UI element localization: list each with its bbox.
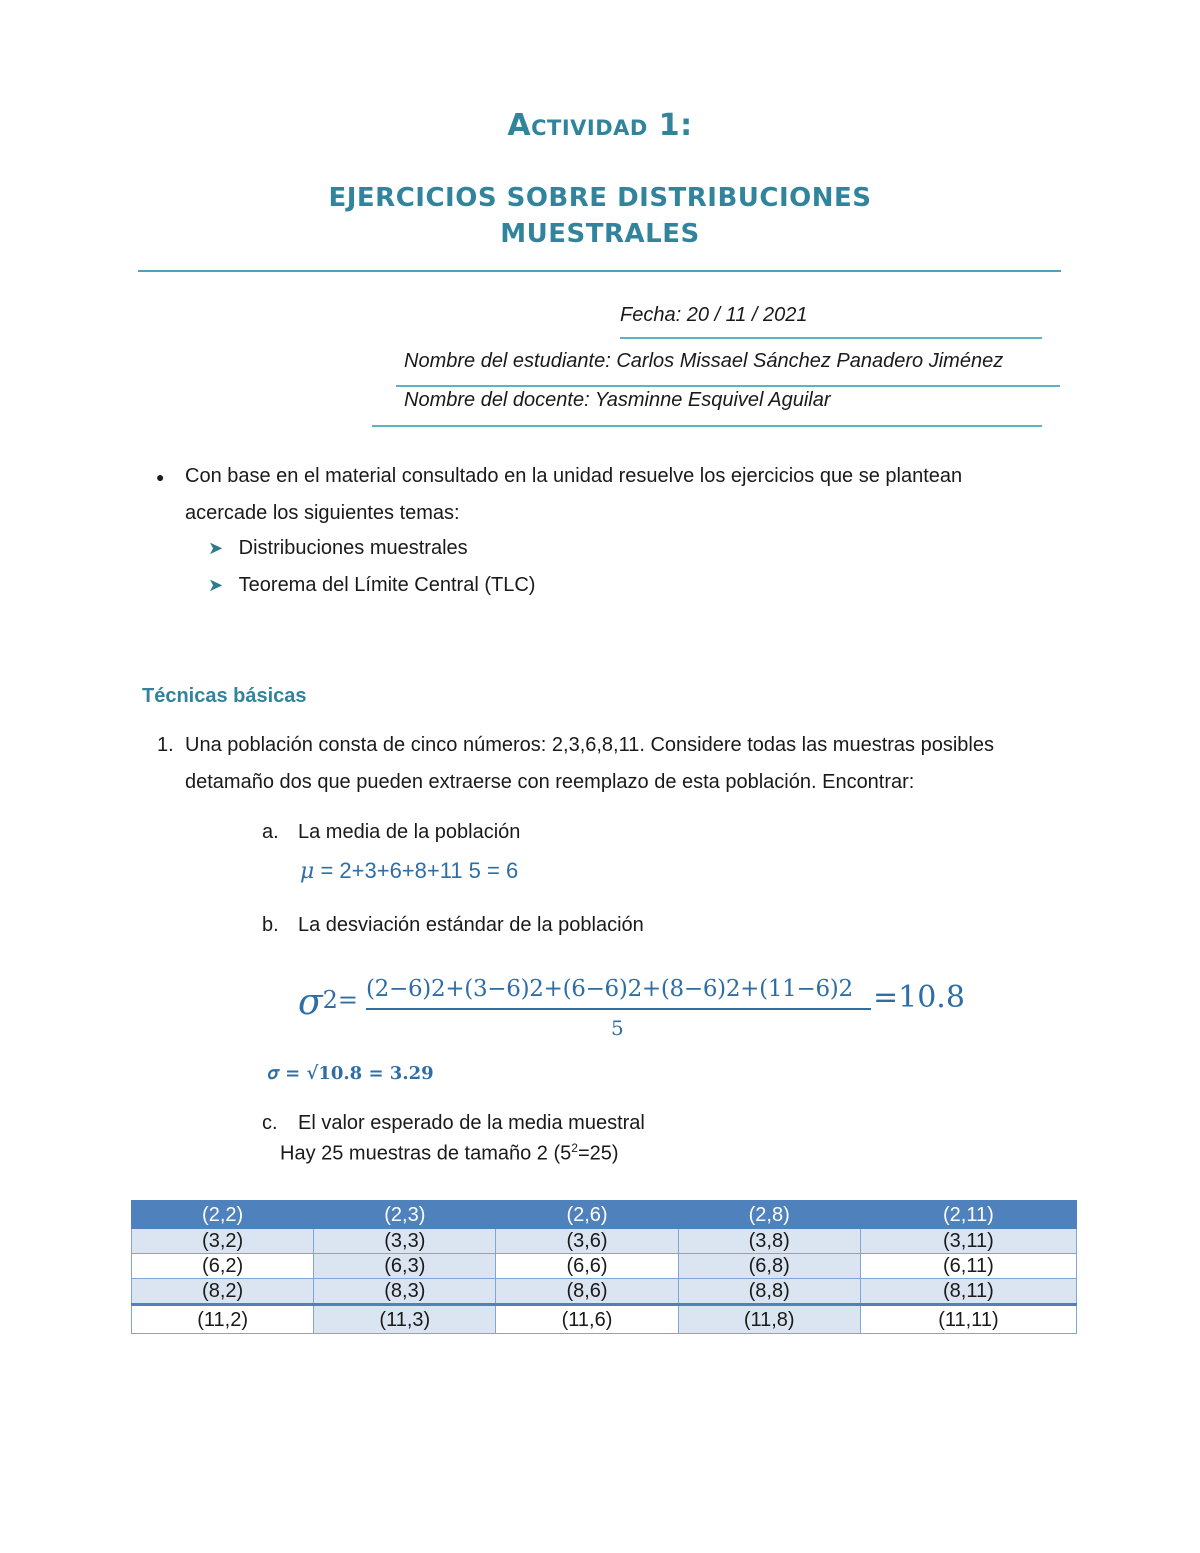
table-cell: (3,3)	[314, 1229, 496, 1254]
arrow-bullet-icon: ➤	[208, 575, 224, 595]
section-title: Técnicas básicas	[142, 685, 307, 707]
table-cell: (11,11)	[860, 1305, 1076, 1334]
table-cell: (8,6)	[496, 1279, 678, 1305]
sigma-squared: σ2=	[298, 982, 358, 1023]
intro-line-1: Con base en el material consultado en la unidad resuelve los ejercicios que se plantean	[185, 465, 963, 487]
samples-table	[131, 1200, 1077, 1334]
variance-result: =10.8	[873, 980, 965, 1015]
variance-numerator: (2−6)2+(3−6)2+(6−6)2+(8−6)2+(11−6)2	[366, 976, 853, 1002]
exercise-number: 1.	[157, 734, 174, 756]
exercise-line-1: Una población consta de cinco números: 2,3,6,8,11. Considere todas las muestras posibles	[185, 734, 994, 756]
item-c-text: El valor esperado de la media muestral	[298, 1112, 645, 1134]
student-name: Nombre del estudiante: Carlos Missael Sánchez Panadero Jiménez	[404, 350, 1004, 372]
table-row	[132, 1279, 1077, 1305]
table-row	[132, 1201, 1077, 1229]
topic-label: Distribuciones muestrales	[238, 537, 468, 559]
mu-symbol: μ	[300, 859, 315, 884]
item-a-text: La media de la población	[298, 821, 521, 843]
title-divider	[138, 270, 1061, 272]
table-cell: (2,8)	[678, 1201, 860, 1229]
variance-formula	[298, 968, 998, 1048]
table-cell: (3,8)	[678, 1229, 860, 1254]
item-b-label: b.	[262, 914, 279, 936]
topic-item	[208, 567, 535, 604]
arrow-bullet-icon: ➤	[208, 538, 224, 558]
table-row	[132, 1305, 1077, 1334]
item-a-label: a.	[262, 821, 279, 843]
fraction-bar	[366, 1008, 871, 1010]
table-row	[132, 1229, 1077, 1254]
table-cell: (11,6)	[496, 1305, 678, 1334]
table-cell: (6,11)	[860, 1254, 1076, 1279]
table-cell: (6,2)	[132, 1254, 314, 1279]
std-dev-formula: 𝜎 = √𝟏𝟎.𝟖 = 𝟑.𝟐𝟗	[268, 1063, 434, 1084]
table-cell: (11,2)	[132, 1305, 314, 1334]
subtitle-line-1: EJERCICIOS SOBRE DISTRIBUCIONES	[328, 183, 872, 213]
table-cell: (2,6)	[496, 1201, 678, 1229]
topic-label: Teorema del Límite Central (TLC)	[238, 574, 536, 596]
table-cell: (3,2)	[132, 1229, 314, 1254]
table-cell: (8,11)	[860, 1279, 1076, 1305]
subtitle-line-2: MUESTRALES	[500, 219, 700, 249]
table-cell: (8,3)	[314, 1279, 496, 1305]
exercise-statement	[185, 727, 1065, 801]
table-cell: (2,11)	[860, 1201, 1076, 1229]
teacher-name: Nombre del docente: Yasminne Esquivel Aguilar	[404, 389, 831, 411]
document-title: Actividad 1:	[507, 108, 693, 143]
table-cell: (2,2)	[132, 1201, 314, 1229]
date-divider	[620, 337, 1042, 339]
samples-note-post: =25)	[577, 1142, 619, 1165]
bullet-dot-icon: ●	[156, 469, 165, 485]
table-cell: (3,6)	[496, 1229, 678, 1254]
document-subtitle	[0, 180, 1200, 252]
table-cell: (8,2)	[132, 1279, 314, 1305]
topic-item	[208, 530, 468, 567]
table-cell: (2,3)	[314, 1201, 496, 1229]
item-b-text: La desviación estándar de la población	[298, 914, 644, 936]
table-cell: (11,3)	[314, 1305, 496, 1334]
mean-formula-text: = 2+3+6+8+11 5 = 6	[320, 858, 519, 883]
student-divider	[396, 385, 1060, 387]
exercise-line-2: detamaño dos que pueden extraerse con reemplazo de esta población. Encontrar:	[185, 771, 915, 793]
table-cell: (8,8)	[678, 1279, 860, 1305]
teacher-divider	[372, 425, 1042, 427]
table-cell: (6,6)	[496, 1254, 678, 1279]
variance-denominator: 5	[611, 1016, 624, 1040]
table-cell: (11,8)	[678, 1305, 860, 1334]
item-c-label: c.	[262, 1112, 278, 1134]
samples-note-sup: 2	[571, 1141, 578, 1155]
samples-note	[280, 1141, 619, 1166]
date-field: Fecha: 20 / 11 / 2021	[620, 304, 808, 326]
samples-note-pre: Hay 25 muestras de tamaño 2 (5	[280, 1142, 572, 1165]
table-cell: (6,3)	[314, 1254, 496, 1279]
mean-formula	[300, 858, 518, 884]
table-cell: (3,11)	[860, 1229, 1076, 1254]
table-cell: (6,8)	[678, 1254, 860, 1279]
intro-line-2: acercade los siguientes temas:	[185, 502, 460, 524]
table-row	[132, 1254, 1077, 1279]
